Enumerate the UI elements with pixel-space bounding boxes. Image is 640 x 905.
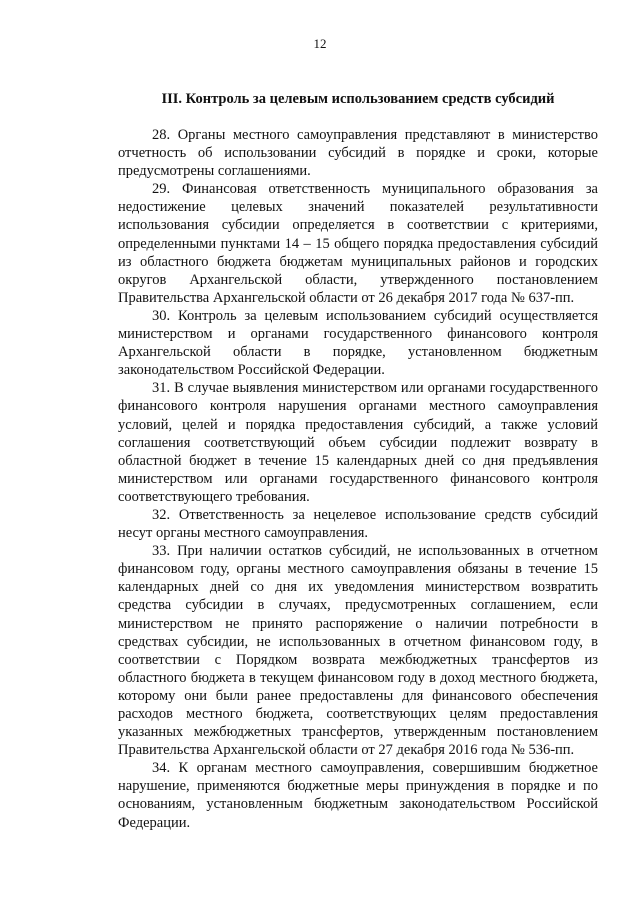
paragraph-29: 29. Финансовая ответственность муниципального образования за недостижение целевых значений показателей результативности использования субсидии определяется в соответствии с критериями, определенными пунктами 14 – 15 общего порядка предоставления субсидий из областного бюджета бюджетам муниципальных районов и городских округов Архангельской области, утвержденного постановлением Правительства Архангельской области от 26 декабря 2017 года № 637-пп. xyxy=(118,181,598,306)
page-number: 12 xyxy=(313,36,327,51)
paragraph-33: 33. При наличии остатков субсидий, не использованных в отчетном финансовом году, органы местного самоуправления обязаны в течение 15 календарных дней со дня их уведомления министерством возвратить средства субсидии в случаях, предусмотренных соглашением, если министерством не принято распоряжение о наличии потребности в средствах субсидии, не использованных в отчетном финансовом году, в соответствии с Порядком возврата межбюджетных трансфертов из областного бюджета в текущем финансовом году в доход местного бюджета, которому они были ранее предоставлены для финансового обеспечения расходов местного бюджета, соответствующих целям предоставления указанных межбюджетных трансфертов, утвержденным постановлением Правительства Архангельской области от 27 декабря 2016 года № 536-пп. xyxy=(118,543,598,759)
paragraph-31: 31. В случае выявления министерством или органами государственного финансового контроля нарушения органами местного самоуправления условий, целей и порядка предоставления субсидий, а также условий соглашения соответствующий объем субсидии подлежит возврату в областной бюджет в течение 15 календарных дней со дня предъявления министерством или органами государственного финансового контроля соответствующего требования. xyxy=(118,380,598,505)
paragraph-34: 34. К органам местного самоуправления, совершившим бюджетное нарушение, применяются бюджетные меры принуждения в порядке и по основаниям, установленным бюджетным законодательством Российской Федерации. xyxy=(118,760,598,831)
document-body xyxy=(118,126,598,832)
paragraph-28: 28. Органы местного самоуправления представляют в министерство отчетность об использовании субсидий в порядке и сроки, которые предусмотрены соглашениями. xyxy=(118,127,598,180)
paragraph-30: 30. Контроль за целевым использованием субсидий осуществляется министерством и органами государственного финансового контроля Архангельской области в порядке, установленном бюджетным законодательством Российской Федерации. xyxy=(118,307,598,379)
paragraph-32: 32. Ответственность за нецелевое использование средств субсидий несут органы местного самоуправления. xyxy=(118,506,598,542)
section-title: III. Контроль за целевым использованием средств субсидий xyxy=(161,91,555,107)
